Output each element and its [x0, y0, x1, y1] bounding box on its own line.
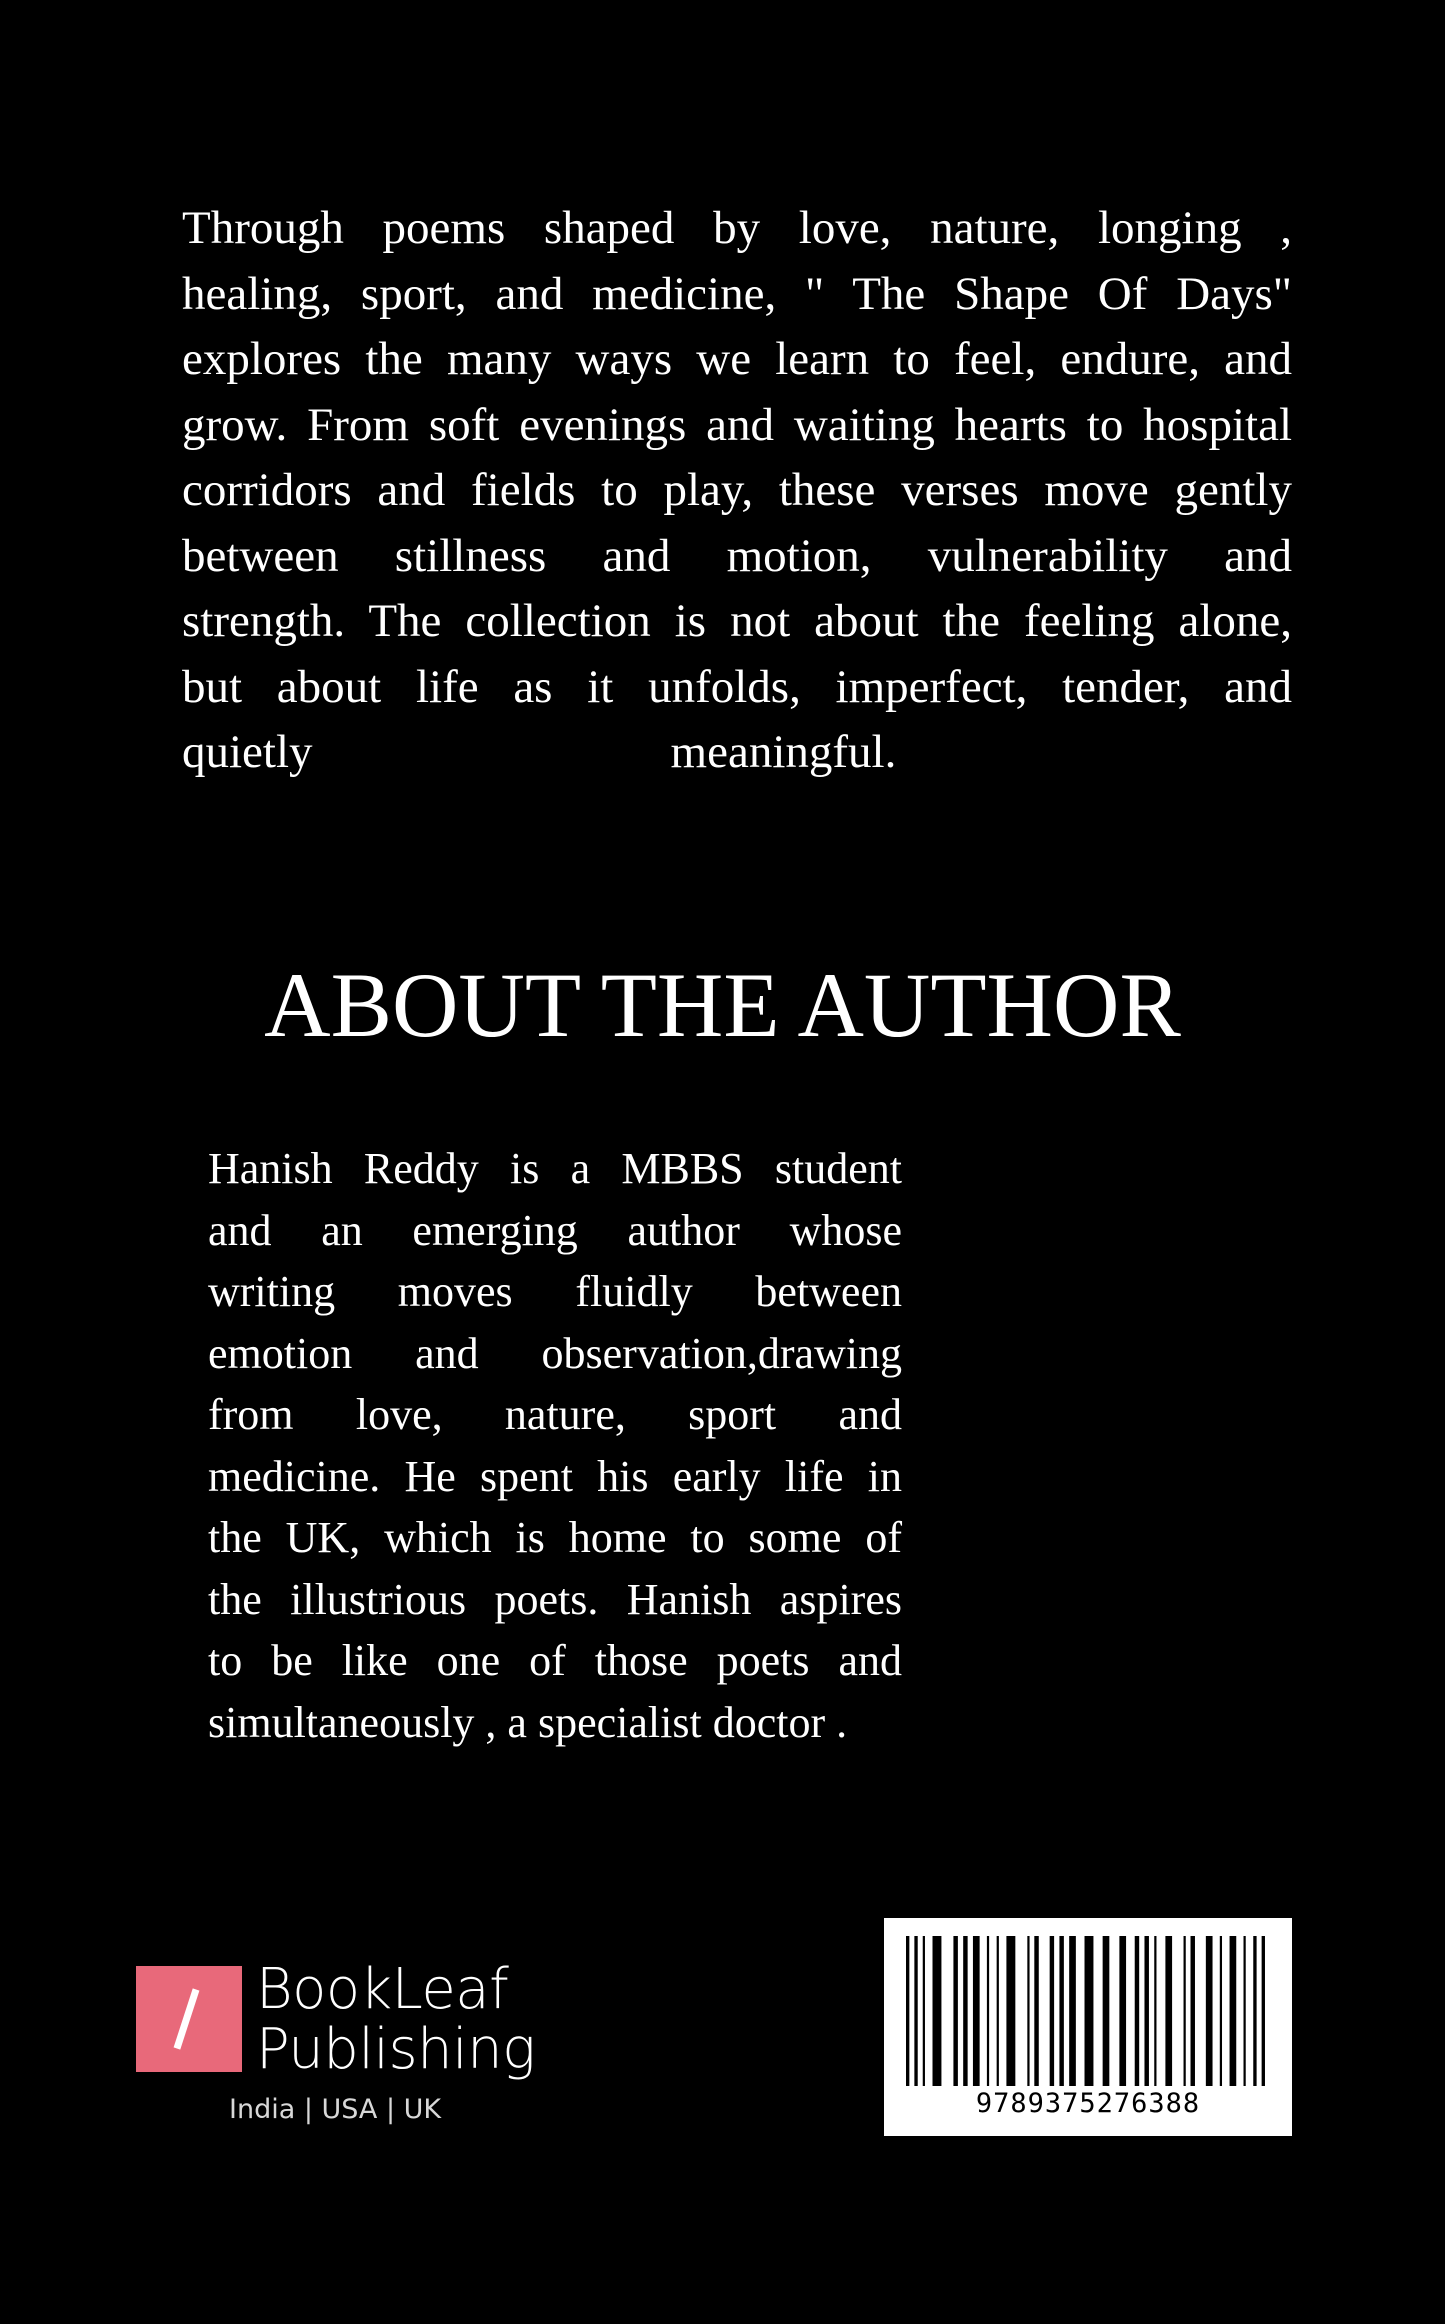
isbn-barcode	[884, 1918, 1292, 2136]
blurb-last-line-start: quietly	[182, 726, 313, 778]
bio-line: and an emerging author whose	[208, 1205, 902, 1255]
barcode-bar	[1144, 1936, 1148, 2086]
back-cover-blurb	[182, 196, 1292, 786]
bio-line: the illustrious poets. Hanish aspires	[208, 1574, 902, 1624]
bio-line: writing moves fluidly between	[208, 1267, 902, 1316]
bio-line: Hanish Reddy is a MBBS student	[208, 1144, 902, 1193]
barcode-bar	[1262, 1936, 1265, 2086]
barcode-bar	[1069, 1936, 1076, 2086]
publisher-logo	[136, 1957, 556, 2140]
barcode-bar	[1085, 1936, 1094, 2086]
barcode-bar	[1034, 1936, 1038, 2086]
barcode-bar	[906, 1936, 909, 2086]
barcode-bar	[1206, 1936, 1213, 2086]
bio-line: the UK, which is home to some of	[208, 1513, 902, 1562]
blurb-last-line	[182, 720, 1292, 786]
barcode-bar	[1154, 1936, 1156, 2086]
barcode-bar	[997, 1936, 999, 2086]
bio-line: to be like one of those poets and	[208, 1636, 902, 1685]
barcode-bar	[1191, 1936, 1195, 2086]
slash-logo-icon	[136, 1966, 242, 2072]
publisher-regions: India | USA | UK	[229, 2094, 442, 2125]
barcode-bar	[1059, 1936, 1063, 2086]
barcode-bar	[1119, 1936, 1126, 2086]
barcode-bar	[933, 1936, 942, 2086]
barcode-bar	[923, 1936, 925, 2086]
barcode-bar	[973, 1936, 980, 2086]
barcode-bar	[963, 1936, 967, 2086]
bio-line: medicine. He spent his early life in	[208, 1451, 902, 1501]
barcode-bar	[1220, 1936, 1222, 2086]
blurb-line: but about life as it unfolds, imperfect, tender, and	[182, 660, 1292, 713]
blurb-line: explores the many ways we learn to feel, endure, and	[182, 333, 1292, 385]
bio-line: emotion and observation,drawing	[208, 1328, 902, 1378]
about-author-heading: ABOUT THE AUTHOR	[264, 954, 1181, 1056]
barcode-bar	[1244, 1936, 1246, 2086]
barcode-bar	[1230, 1936, 1237, 2086]
publisher-name	[256, 1957, 536, 2082]
barcode-bar	[1006, 1936, 1015, 2086]
blurb-line: healing, sport, and medicine, " The Shape Of Days"	[182, 267, 1292, 320]
isbn-number: 9789375276388	[975, 2088, 1201, 2119]
author-bio	[208, 1138, 902, 1753]
blurb-line: corridors and fields to play, these verses move gently	[182, 464, 1292, 516]
blurb-line: between stillness and motion, vulnerability and	[182, 529, 1292, 582]
barcode-bar	[987, 1936, 989, 2086]
barcode-bar	[1103, 1936, 1110, 2086]
bio-line: from love, nature, sport and	[208, 1390, 902, 1439]
blurb-last-line-end: meaningful.	[670, 726, 897, 778]
barcode-bar	[914, 1936, 917, 2086]
bio-line: simultaneously , a specialist doctor .	[208, 1697, 848, 1747]
blurb-line: grow. From soft evenings and waiting hearts to hospital	[182, 398, 1292, 451]
publisher-name-line2: Publishing	[256, 2017, 536, 2082]
barcode-bar	[953, 1936, 957, 2086]
barcode-bar	[1135, 1936, 1139, 2086]
barcode-bar	[1165, 1936, 1172, 2086]
barcode-bar	[1253, 1936, 1256, 2086]
barcode-bars	[906, 1936, 1270, 2086]
blurb-line: strength. The collection is not about the feeling alone,	[182, 595, 1292, 647]
publisher-name-line1: BookLeaf	[256, 1957, 509, 2022]
blurb-line: Through poems shaped by love, nature, longing ,	[182, 202, 1292, 254]
barcode-bar	[1027, 1936, 1029, 2086]
barcode-bar	[1050, 1936, 1054, 2086]
barcode-bar	[1184, 1936, 1186, 2086]
